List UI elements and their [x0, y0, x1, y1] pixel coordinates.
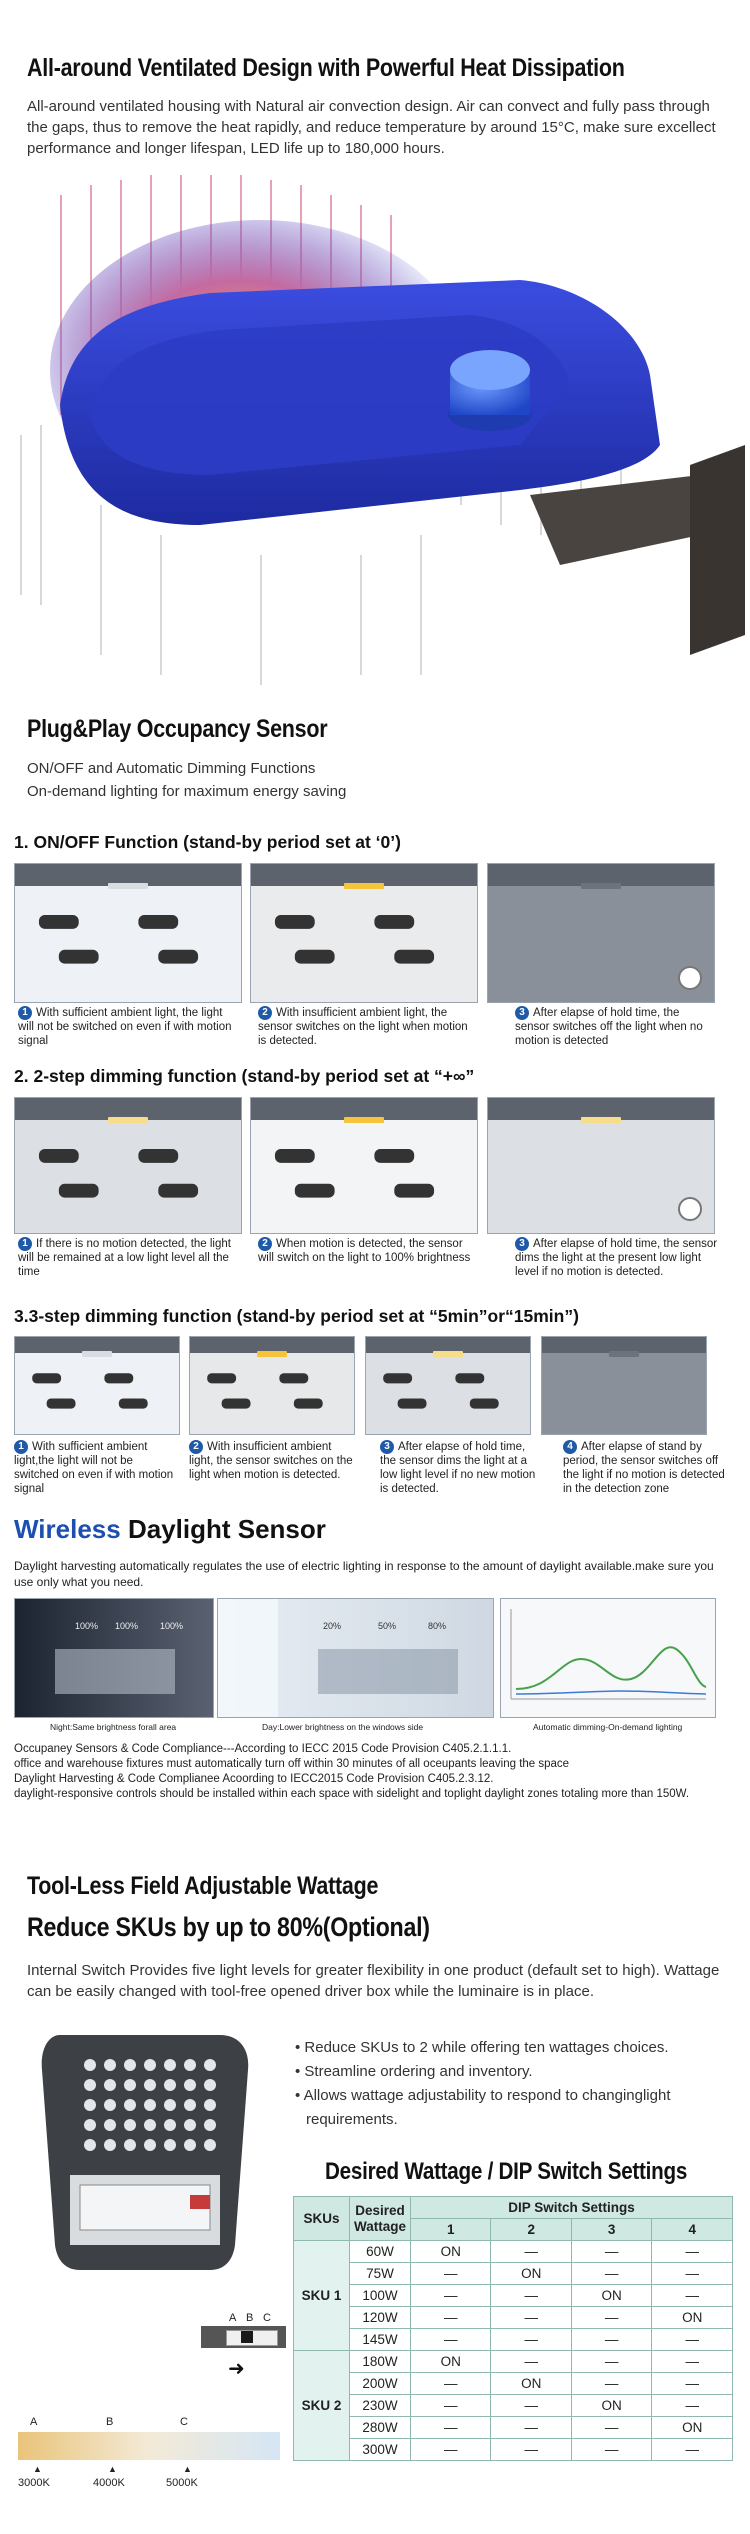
- bullet-3-cont: requirements.: [306, 2111, 398, 2128]
- onoff-panel-2: [250, 863, 478, 1003]
- night-office-image: 100% 100% 100%: [14, 1598, 214, 1718]
- table-row: SKU 2 180W ON — — —: [294, 2351, 733, 2373]
- arrow-right-icon: ➜: [228, 2358, 245, 2380]
- threestep-caption-3: 3 After elapse of hold time, the sensor dims the light at a low light level if no new motion is detected.: [380, 1441, 536, 1495]
- cct-4000k: 4000K: [93, 2477, 125, 2489]
- cct-marker-a: ▲: [33, 2464, 42, 2474]
- onoff-panel-3: [487, 863, 715, 1003]
- fixture-driver-illustration: [20, 2015, 290, 2315]
- table-row: 145W — — — —: [294, 2329, 733, 2351]
- threestep-caption-1: 1 With sufficient ambient light,the light will not be switched on even if with motion signal: [14, 1441, 174, 1495]
- wattage-description: Internal Switch Provides five light levels for greater flexibility in one product (default set to high). Wattage can be easily changed with tool-free opened driver box while the luminaire is in place.: [27, 1962, 720, 2000]
- cars-icon: [200, 1366, 344, 1424]
- header-desired-wattage: Desired Wattage: [350, 2197, 411, 2241]
- occupancy-title: Plug&Play Occupancy Sensor: [27, 715, 328, 743]
- header-skus: SKUs: [294, 2197, 350, 2241]
- dip-switch-table: SKUs Desired Wattage DIP Switch Settings 1 2 3 4 SKU 1 60W ON — — — 75W — ON — — 100W — — ON — 120W — — — ON 145W — — — — SKU 2 180W ON — — — 200W — ON — — 230W — — ON — 280W — — — ON 300W — — — —: [293, 2196, 733, 2461]
- threestep-panel-1: [14, 1336, 180, 1435]
- table-row: 100W — — ON —: [294, 2285, 733, 2307]
- cct-letter-a: A: [30, 2416, 38, 2428]
- onoff-caption-2: 2 With insufficient ambient light, the sensor switches on the light when motion is detected.: [258, 1007, 468, 1047]
- daylight-title-wireless: Wireless: [14, 1514, 121, 1544]
- table-row: 230W — — ON —: [294, 2395, 733, 2417]
- twostep-title: 2. 2-step dimming function (stand-by period set at “+∞”: [14, 1066, 475, 1086]
- cct-marker-c: ▲: [183, 2464, 192, 2474]
- table-row: 280W — — — ON: [294, 2417, 733, 2439]
- ventilation-title: All-around Ventilated Design with Powerful Heat Dissipation: [27, 54, 625, 82]
- threestep-panel-3: [365, 1336, 531, 1435]
- twostep-caption-1: 1 If there is no motion detected, the light will be remained at a low light level all the time: [18, 1238, 231, 1278]
- cars-icon: [29, 905, 228, 985]
- daylight-caption-3: Automatic dimming-On-demand lighting: [533, 1722, 683, 1732]
- table-row: 120W — — — ON: [294, 2307, 733, 2329]
- table-row: 200W — ON — —: [294, 2373, 733, 2395]
- cct-5000k: 5000K: [166, 2477, 198, 2489]
- onoff-caption-3: 3 After elapse of hold time, the sensor switches off the light when no motion is detected: [515, 1007, 703, 1047]
- onoff-panel-1: [14, 863, 242, 1003]
- table-row: SKU 1 60W ON — — —: [294, 2241, 733, 2263]
- compliance-text: Occupaney Sensors & Code Compliance---According to IECC 2015 Code Provision C405.2.1.1.1. office and warehouse fixtures must automatically turn off within 30 minutes of all oceupants leaving the space Daylight Harvesting & Code Complianee Acoording to IECC2015 Code Provision C405.2.3.12. daylight-responsive controls should be installed within each space with sidelight and toplight daylight zones totaling more than 150W.: [14, 1743, 690, 1800]
- cct-gradient-bar: [18, 2432, 280, 2460]
- cct-letter-b: B: [106, 2416, 114, 2428]
- cct-marker-b: ▲: [108, 2464, 117, 2474]
- onoff-title: 1. ON/OFF Function (stand-by period set at ‘0’): [14, 832, 401, 852]
- daylight-title: [14, 1514, 326, 1545]
- bullet-1: • Reduce SKUs to 2 while offering ten wattages choices.: [295, 2039, 669, 2056]
- cct-letter-c: C: [180, 2416, 188, 2428]
- cars-icon: [265, 905, 464, 985]
- twostep-panel-3: [487, 1097, 715, 1234]
- timer-icon: [678, 966, 702, 990]
- day-office-image: 20% 50% 80%: [217, 1598, 494, 1718]
- header-dip-switch: DIP Switch Settings: [411, 2197, 733, 2219]
- cars-icon: [376, 1366, 520, 1424]
- threestep-caption-2: 2 With insufficient ambient light, the sensor switches on the light when motion is detected.: [189, 1441, 353, 1481]
- dimming-curve-chart: [500, 1598, 716, 1718]
- occupancy-line1: ON/OFF and Automatic Dimming Functions: [27, 760, 316, 777]
- table-row: 300W — — — —: [294, 2439, 733, 2461]
- bullet-2: • Streamline ordering and inventory.: [295, 2063, 533, 2080]
- dip-table-title: Desired Wattage / DIP Switch Settings: [325, 2158, 688, 2185]
- twostep-panel-1: [14, 1097, 242, 1234]
- bullet-3: • Allows wattage adjustability to respond to changinglight: [295, 2087, 671, 2104]
- cars-icon: [29, 1139, 228, 1219]
- wattage-subtitle: Reduce SKUs by up to 80%(Optional): [27, 1912, 430, 1942]
- daylight-intro: Daylight harvesting automatically regulates the use of electric lighting in response to the amount of daylight available.make sure you use only what you need.: [14, 1559, 714, 1589]
- table-row: 75W — ON — —: [294, 2263, 733, 2285]
- onoff-caption-1: 1 With sufficient ambient light, the light will not be switched on even if with motion signal: [18, 1007, 232, 1047]
- sensor-dome: [450, 350, 530, 390]
- daylight-caption-1: Night:Same brightness forall area: [50, 1722, 177, 1732]
- mounting-arm: [530, 475, 700, 565]
- cct-3000k: 3000K: [18, 2477, 50, 2489]
- twostep-caption-2: 2 When motion is detected, the sensor will switch on the light to 100% brightness: [258, 1238, 471, 1264]
- occupancy-line2: On-demand lighting for maximum energy saving: [27, 783, 347, 800]
- threestep-panel-2: [189, 1336, 355, 1435]
- cars-icon: [25, 1366, 169, 1424]
- timer-icon: [678, 1197, 702, 1221]
- threestep-caption-4: 4 After elapse of stand by period, the sensor switches off the light if no motion is detected in the detection zone: [563, 1441, 725, 1495]
- ventilation-description: All-around ventilated housing with Natural air convection design. Air can convect and fully pass through the gaps, thus to remove the heat rapidly, and reduce temperature by around 15°C, make sure excellect performance and longer lifespan, LED life up to 180,000 hours.: [27, 98, 716, 157]
- wattage-title: Tool-Less Field Adjustable Wattage: [27, 1872, 379, 1900]
- daylight-caption-2: Day:Lower brightness on the windows side: [262, 1722, 424, 1732]
- dip-switch-diagram: A B C: [196, 2312, 296, 2352]
- fixture-heat-illustration: [0, 175, 750, 700]
- threestep-title: 3.3-step dimming function (stand-by period set at “5min”or“15min”): [14, 1306, 579, 1326]
- twostep-caption-3: 3 After elapse of hold time, the sensor dims the light at the present low light level if no motion is detected.: [515, 1238, 718, 1278]
- mounting-bracket: [690, 445, 745, 655]
- threestep-panel-4: [541, 1336, 707, 1435]
- cars-icon: [265, 1139, 464, 1219]
- daylight-title-main: Daylight Sensor: [127, 1514, 326, 1544]
- twostep-panel-2: [250, 1097, 478, 1234]
